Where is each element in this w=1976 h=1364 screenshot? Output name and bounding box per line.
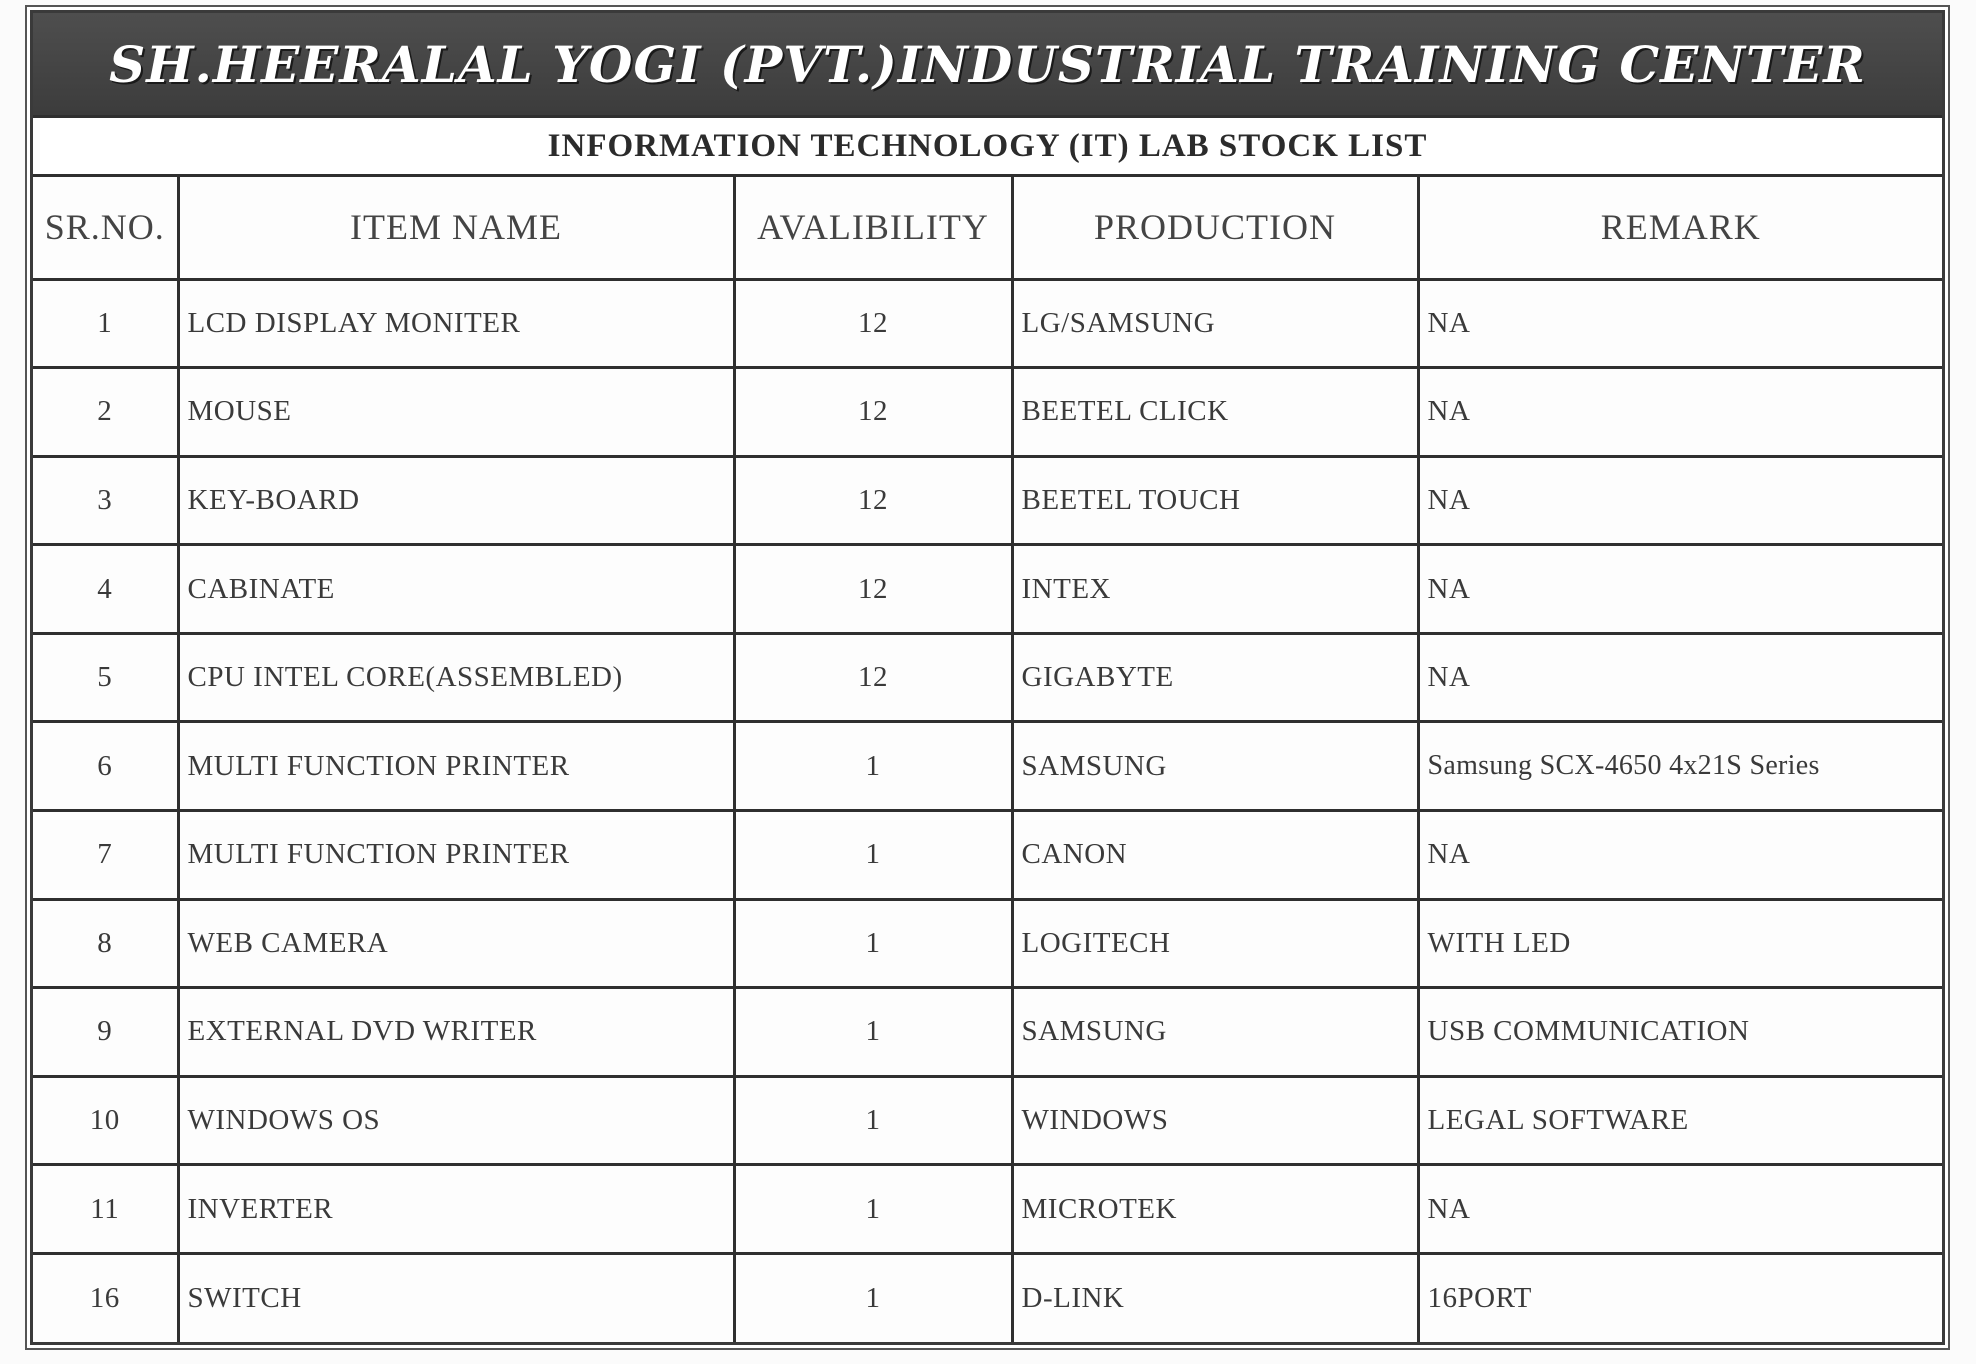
cell-availability: 1 [734,1165,1012,1254]
cell-item-name: MOUSE [178,368,734,457]
cell-sr-no: 4 [33,545,178,634]
table-row [33,988,1942,1077]
column-header-remark: REMARK [1418,177,1942,279]
cell-availability: 1 [734,1253,1012,1342]
table-row [33,810,1942,899]
table-row [33,368,1942,457]
cell-remark: WITH LED [1418,899,1942,988]
cell-sr-no: 16 [33,1253,178,1342]
cell-production: BEETEL CLICK [1012,368,1418,457]
cell-production: GIGABYTE [1012,633,1418,722]
cell-production: LOGITECH [1012,899,1418,988]
cell-sr-no: 5 [33,633,178,722]
cell-item-name: EXTERNAL DVD WRITER [178,988,734,1077]
column-header-production: PRODUCTION [1012,177,1418,279]
table-header-row [33,177,1942,279]
cell-remark: NA [1418,545,1942,634]
cell-item-name: CABINATE [178,545,734,634]
table-row [33,545,1942,634]
cell-remark: NA [1418,633,1942,722]
cell-production: MICROTEK [1012,1165,1418,1254]
cell-item-name: KEY-BOARD [178,456,734,545]
table-row [33,1253,1942,1342]
cell-availability: 12 [734,633,1012,722]
cell-remark: 16PORT [1418,1253,1942,1342]
cell-remark: Samsung SCX-4650 4x21S Series [1418,722,1942,811]
institute-title: SH.HEERALAL YOGI (PVT.)INDUSTRIAL TRAINING CENTER [109,34,1866,94]
cell-production: WINDOWS [1012,1076,1418,1165]
cell-sr-no: 3 [33,456,178,545]
title-banner [33,13,1942,115]
cell-availability: 1 [734,899,1012,988]
cell-production: CANON [1012,810,1418,899]
cell-sr-no: 1 [33,279,178,368]
cell-remark: NA [1418,456,1942,545]
cell-sr-no: 9 [33,988,178,1077]
stock-list-frame [30,10,1945,1345]
cell-item-name: INVERTER [178,1165,734,1254]
cell-availability: 12 [734,456,1012,545]
cell-sr-no: 6 [33,722,178,811]
cell-item-name: MULTI FUNCTION PRINTER [178,722,734,811]
cell-availability: 1 [734,810,1012,899]
table-row [33,722,1942,811]
cell-availability: 12 [734,545,1012,634]
table-row [33,279,1942,368]
cell-item-name: WEB CAMERA [178,899,734,988]
cell-sr-no: 11 [33,1165,178,1254]
stock-list-subtitle: INFORMATION TECHNOLOGY (IT) LAB STOCK LIST [547,127,1428,164]
column-header-availability: AVALIBILITY [734,177,1012,279]
cell-availability: 12 [734,279,1012,368]
cell-item-name: WINDOWS OS [178,1076,734,1165]
cell-remark: NA [1418,810,1942,899]
cell-production: INTEX [1012,545,1418,634]
cell-sr-no: 10 [33,1076,178,1165]
cell-production: LG/SAMSUNG [1012,279,1418,368]
cell-sr-no: 7 [33,810,178,899]
cell-sr-no: 8 [33,899,178,988]
stock-table [33,177,1942,1342]
cell-production: BEETEL TOUCH [1012,456,1418,545]
cell-remark: NA [1418,368,1942,457]
cell-availability: 12 [734,368,1012,457]
table-row [33,1076,1942,1165]
column-header-item-name: ITEM NAME [178,177,734,279]
cell-remark: NA [1418,1165,1942,1254]
subtitle-bar [33,115,1942,177]
cell-sr-no: 2 [33,368,178,457]
cell-item-name: SWITCH [178,1253,734,1342]
cell-production: D-LINK [1012,1253,1418,1342]
cell-item-name: MULTI FUNCTION PRINTER [178,810,734,899]
table-row [33,633,1942,722]
cell-remark: NA [1418,279,1942,368]
cell-production: SAMSUNG [1012,988,1418,1077]
cell-availability: 1 [734,988,1012,1077]
cell-production: SAMSUNG [1012,722,1418,811]
cell-item-name: LCD DISPLAY MONITER [178,279,734,368]
cell-item-name: CPU INTEL CORE(ASSEMBLED) [178,633,734,722]
cell-availability: 1 [734,1076,1012,1165]
cell-availability: 1 [734,722,1012,811]
table-row [33,899,1942,988]
table-row [33,456,1942,545]
column-header-sr-no: SR.NO. [33,177,178,279]
cell-remark: USB COMMUNICATION [1418,988,1942,1077]
cell-remark: LEGAL SOFTWARE [1418,1076,1942,1165]
table-row [33,1165,1942,1254]
